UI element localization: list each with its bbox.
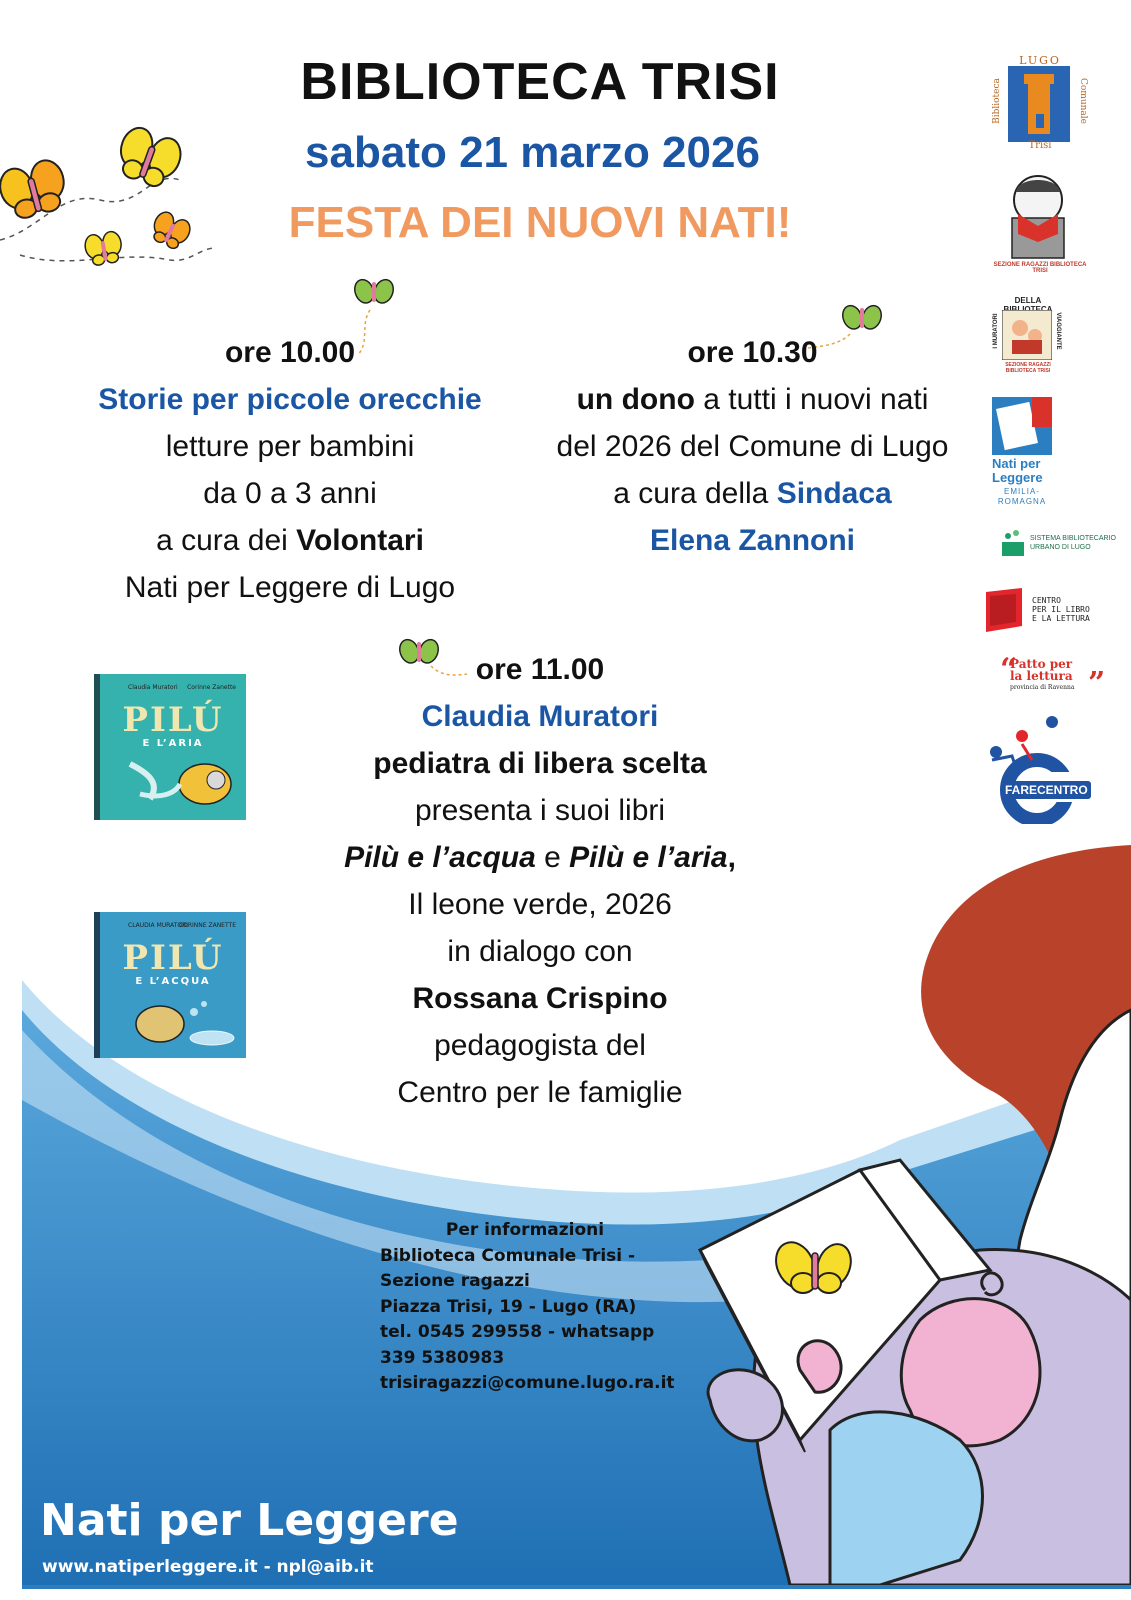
quote-close-icon: ” (1088, 666, 1106, 701)
event-3-publisher: Il leone verde, 2026 (408, 888, 672, 921)
logo-npl-er-line2: Leggere (992, 470, 1043, 485)
logo-patto-line2: la lettura (1010, 669, 1073, 683)
book-cover-illustration (120, 754, 240, 814)
logo-patto-lettura (1000, 652, 1110, 701)
logo-npl-er-title (992, 457, 1043, 485)
book-conjunction: e (535, 841, 570, 874)
book-cover-subtitle: E L’ACQUA (135, 976, 211, 987)
logo-viaggiante-side1: I MURATORI (993, 313, 999, 349)
logo-viaggiante-bottom: SEZIONE RAGAZZI BIBLIOTECA TRISI (1005, 362, 1051, 374)
event-1-volontari: Volontari (296, 524, 424, 557)
event-3-time: ore 11.00 (475, 653, 605, 686)
info-line: Sezione ragazzi (380, 1271, 530, 1291)
logo-ragazzi-text: SEZIONE RAGAZZI BIBLIOTECA TRISI (993, 262, 1087, 274)
logo-biblioteca-lugo (990, 52, 1100, 154)
logo-lugo-right: Comunale (1078, 77, 1088, 124)
event-1-line3-prefix: a cura dei (156, 524, 297, 557)
event-1 (60, 329, 520, 611)
info-line: Piazza Trisi, 19 - Lugo (RA) (380, 1296, 637, 1317)
logo-viaggiante-top: DELLA (1014, 296, 1042, 305)
info-heading: Per informazioni (445, 1220, 605, 1240)
event-2-line1-rest: a tutti i nuovi nati (694, 383, 929, 416)
event-2-line2: del 2026 del Comune di Lugo (556, 430, 949, 463)
book-cover-author: CLAUDIA MURATORI (128, 922, 189, 929)
logo-sistema-line2: URBANO DI LUGO (1030, 544, 1091, 551)
logo-centro-line2: PER IL LIBRO (1032, 605, 1090, 614)
event-2-time: ore 10.30 (687, 336, 818, 369)
event-3-speaker: Claudia Muratori (421, 700, 659, 733)
logo-lugo-bottom: Trisi (1028, 140, 1052, 151)
logo-biblioteca-viaggiante (990, 296, 1100, 376)
page-title: BIBLIOTECA TRISI (300, 53, 780, 111)
logo-npl-er-line3: EMILIA- (1004, 487, 1040, 496)
logo-npl-er-line4: ROMAGNA (997, 497, 1047, 506)
event-1-time: ore 10.00 (224, 336, 356, 369)
event-3-guest-role2: Centro per le famiglie (397, 1076, 683, 1109)
logo-sistema-text (1030, 534, 1116, 552)
event-2-line3-prefix: a cura della (613, 477, 777, 510)
logo-sistema-line1: SISTEMA BIBLIOTECARIO (1030, 535, 1116, 542)
logo-sistema-bibliotecario (1000, 528, 1120, 564)
event-3-guest: Rossana Crispino (412, 982, 668, 1015)
npl-url: www.natiperleggere.it - npl@aib.it (42, 1557, 374, 1577)
logo-lugo-left: Biblioteca (992, 78, 1002, 124)
logo-centro-line3: E LA LETTURA (1032, 614, 1090, 623)
reading-child-icon (998, 170, 1078, 266)
book-cover-title: PILÚ (122, 938, 224, 978)
info-email: trisiragazzi@comune.lugo.ra.it (380, 1373, 675, 1393)
event-2-line3 (520, 470, 985, 517)
event-2-line1 (520, 376, 985, 423)
farecentro-icon (982, 712, 1092, 824)
event-date: sabato 21 marzo 2026 (305, 128, 760, 177)
logo-sezione-ragazzi (990, 170, 1100, 280)
event-1-title: Storie per piccole orecchie (98, 383, 482, 416)
event-3-guest-role1: pedagogista del (434, 1029, 646, 1062)
book-title-1: Pilù e l’acqua (344, 841, 536, 874)
logo-npl-er-region (990, 487, 1054, 507)
book-comma: , (727, 841, 736, 874)
event-3-role: pediatra di libera scelta (373, 747, 707, 780)
event-3 (290, 646, 790, 1116)
cepell-icon (986, 588, 1026, 632)
book-cover-author: Claudia Muratori (128, 684, 178, 691)
logo-lugo-top: LUGO (1019, 54, 1061, 67)
logo-centro-line1: CENTRO (1032, 596, 1061, 605)
info-line: Biblioteca Comunale Trisi - (380, 1245, 636, 1266)
logo-patto-line3: provincia di Ravenna (1010, 684, 1075, 691)
event-1-line4: Nati per Leggere di Lugo (124, 571, 456, 604)
event-3-line1: presenta i suoi libri (414, 794, 666, 827)
logo-farecentro (982, 712, 1102, 830)
event-1-line3 (60, 517, 520, 564)
book-title-2: Pilù e l’aria (569, 841, 728, 874)
npl-book-icon (992, 397, 1052, 455)
info-line: 339 5380983 (380, 1347, 505, 1368)
event-3-dialog: in dialogo con (447, 935, 633, 968)
family-reading-icon (1002, 310, 1052, 360)
book-cover-subtitle: E L’ARIA (142, 738, 204, 749)
event-3-books (290, 834, 790, 881)
logo-npl-emilia-romagna (990, 397, 1100, 509)
npl-brand: Nati per Leggere (40, 1495, 459, 1546)
event-2 (520, 329, 985, 564)
logo-viaggiante-side2: VIAGGIANTE (1055, 312, 1061, 350)
event-2-line4: Elena Zannoni (649, 524, 856, 557)
event-name: FESTA DEI NUOVI NATI! (288, 198, 792, 247)
sistema-leaf-icon (1000, 528, 1026, 558)
logo-centro-text (1032, 596, 1090, 623)
info-line: tel. 0545 299558 - whatsapp (380, 1322, 655, 1342)
logo-patto-line1: Patto per (1010, 657, 1073, 671)
event-1-line1: letture per bambini (165, 430, 415, 463)
castle-logo-icon (990, 52, 1090, 154)
event-2-sindaca: Sindaca (776, 477, 892, 510)
logo-npl-er-line1: Nati per (992, 456, 1041, 471)
book-cover-aria (94, 674, 246, 820)
book-cover-illustrator: Corinne Zanette (187, 684, 236, 691)
logo-farecentro-text: FARECENTRO (1002, 781, 1091, 799)
logo-centro-libro (986, 588, 1111, 634)
book-cover-illustration (120, 990, 240, 1052)
book-cover-acqua (94, 912, 246, 1058)
book-cover-title: PILÚ (122, 700, 224, 740)
quote-open-icon: “ (1000, 652, 1018, 687)
event-1-line2: da 0 a 3 anni (203, 477, 377, 510)
book-cover-illustrator: CORINNE ZANETTE (178, 922, 236, 929)
event-2-dono: un dono (576, 383, 695, 416)
info-block (380, 1218, 680, 1397)
logo-patto-text (1010, 658, 1074, 694)
